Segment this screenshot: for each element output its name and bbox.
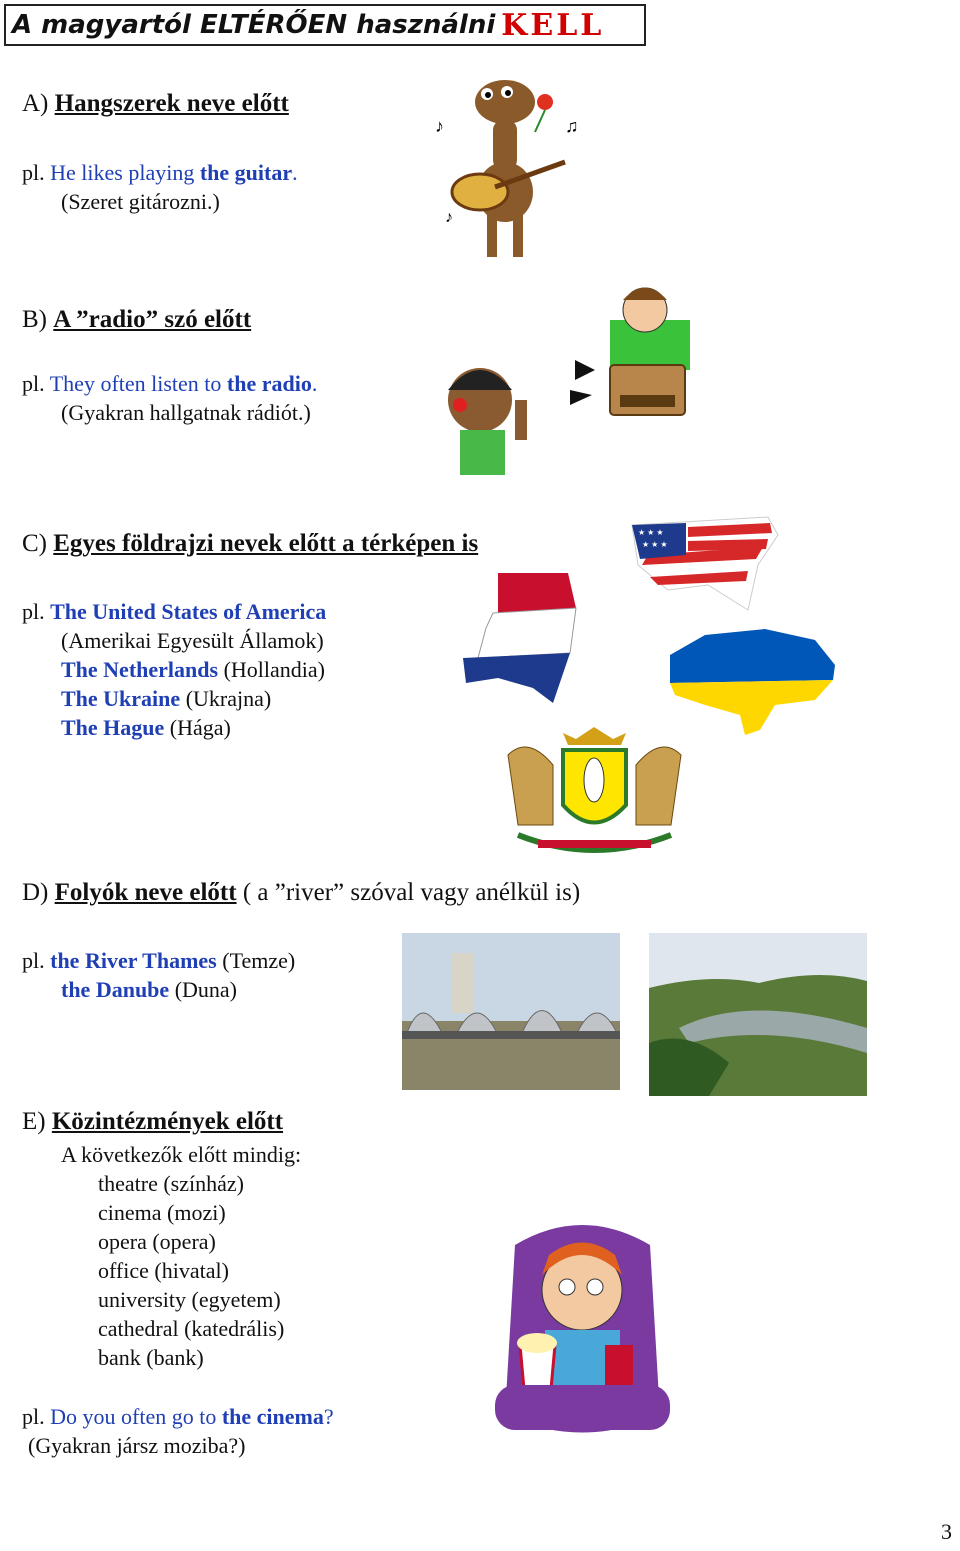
hague-coat-of-arms-icon	[498, 725, 691, 863]
example-punct: .	[311, 371, 318, 396]
section-e-translation: (Gyakran jársz moziba?)	[28, 1433, 246, 1458]
list-item: opera (opera)	[98, 1229, 216, 1254]
list-item: theatre (színház)	[98, 1171, 244, 1196]
example-bold: the guitar	[199, 160, 293, 185]
translation: (Hága)	[169, 715, 231, 740]
example-bold: the River Thames	[50, 948, 217, 973]
example-bold: the radio	[226, 371, 312, 396]
section-c-heading	[22, 530, 478, 558]
section-d-letter: D)	[22, 879, 49, 906]
translation: (Hollandia)	[223, 657, 325, 682]
title-kell: KELL	[501, 7, 605, 43]
usa-flag-map-icon	[628, 515, 780, 615]
cinema-boy-icon	[475, 1215, 690, 1450]
section-b-example	[22, 369, 317, 398]
translation: (Duna)	[174, 977, 237, 1002]
pl-label: pl.	[22, 948, 45, 973]
example-punct: .	[292, 160, 298, 185]
svg-text:♫: ♫	[565, 116, 579, 136]
section-d-subtitle: ( a ”river” szóval vagy anélkül is)	[242, 879, 581, 906]
example-bold: The Netherlands	[61, 657, 219, 682]
list-item: office (hivatal)	[98, 1258, 229, 1283]
section-d-title: Folyók neve előtt	[54, 879, 237, 906]
svg-text:★ ★ ★: ★ ★ ★	[642, 540, 668, 549]
section-c-line5	[61, 713, 231, 742]
pl-label: pl.	[22, 599, 45, 624]
page-number: 3	[941, 1519, 952, 1544]
section-a-title: Hangszerek neve előtt	[54, 90, 289, 117]
example-punct: ?	[323, 1404, 334, 1429]
thames-barrier-photo	[402, 933, 620, 1090]
radio-listeners-icon	[420, 280, 705, 485]
list-item: cathedral (katedrális)	[98, 1316, 285, 1341]
pl-label: pl.	[22, 160, 45, 185]
example-bold: the Danube	[61, 977, 170, 1002]
section-e-heading	[22, 1108, 283, 1136]
netherlands-flag-map-icon	[458, 568, 580, 708]
example-bold: The United States of America	[50, 599, 327, 624]
example-bold: The Hague	[61, 715, 165, 740]
section-e-title: Közintézmények előtt	[51, 1108, 284, 1135]
example-text: He likes playing	[50, 160, 195, 185]
translation: (Ukrajna)	[185, 686, 272, 711]
section-c-line3	[61, 655, 325, 684]
section-d-heading	[22, 879, 580, 907]
example-bold: the cinema	[221, 1404, 324, 1429]
list-item: bank (bank)	[98, 1345, 204, 1370]
list-item: university (egyetem)	[98, 1287, 281, 1312]
section-b-letter: B)	[22, 306, 47, 333]
section-a-heading	[22, 90, 289, 118]
section-d-line1	[22, 946, 295, 975]
section-e-intro: A következők előtt mindig:	[61, 1142, 302, 1167]
example-text: They often listen to	[49, 371, 222, 396]
svg-text:★ ★ ★: ★ ★ ★	[638, 528, 664, 537]
section-a-translation: (Szeret gitározni.)	[61, 189, 220, 214]
section-b-translation: (Gyakran hallgatnak rádiót.)	[61, 400, 311, 425]
section-b-heading	[22, 306, 251, 334]
translation: (Temze)	[222, 948, 296, 973]
ukraine-flag-map-icon	[665, 625, 837, 737]
pl-label: pl.	[22, 1404, 45, 1429]
section-b-title: A ”radio” szó előtt	[53, 306, 252, 333]
section-c-title: Egyes földrajzi nevek előtt a térképen is	[53, 530, 479, 557]
section-e-letter: E)	[22, 1108, 46, 1135]
list-item: cinema (mozi)	[98, 1200, 226, 1225]
svg-text:♪: ♪	[435, 116, 444, 136]
camel-guitar-icon	[425, 62, 585, 272]
example-bold: The Ukraine	[61, 686, 181, 711]
section-e-example	[22, 1402, 334, 1431]
section-a-letter: A)	[22, 90, 49, 117]
section-c-line1	[22, 597, 326, 626]
pl-label: pl.	[22, 371, 45, 396]
page-title-box	[4, 4, 646, 46]
section-c-line2: (Amerikai Egyesült Államok)	[61, 628, 324, 653]
section-c-line4	[61, 684, 271, 713]
example-text: Do you often go to	[50, 1404, 217, 1429]
page-title: A magyartól ELTÉRŐEN használni	[12, 10, 496, 40]
section-d-line2	[61, 975, 237, 1004]
svg-text:♪: ♪	[445, 209, 453, 226]
danube-photo	[649, 933, 867, 1096]
section-c-letter: C)	[22, 530, 47, 557]
section-a-example	[22, 158, 298, 187]
